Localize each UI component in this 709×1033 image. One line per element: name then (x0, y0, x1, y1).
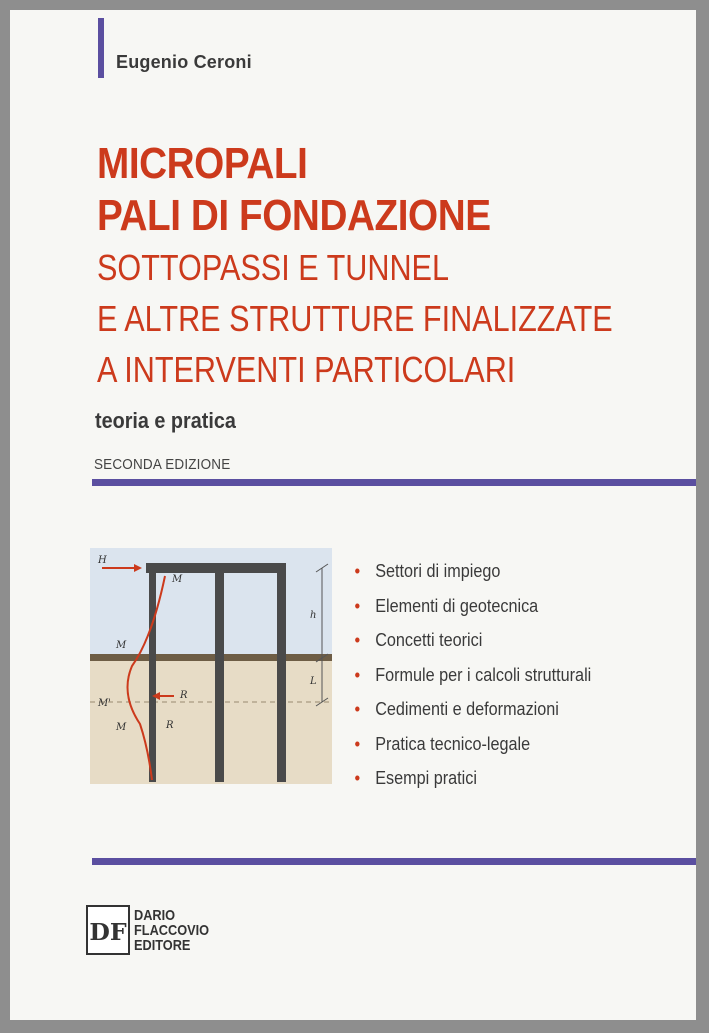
diagram-label-reaction-2: R (166, 720, 174, 731)
topic-item (350, 763, 591, 798)
publisher-name-line-1: DARIO (134, 906, 176, 924)
diagram-label-reaction-1: R (180, 690, 188, 701)
title-line-1: MICROPALI (97, 139, 308, 188)
publisher-logo-letters: DF (89, 918, 127, 946)
diagram-label-moment-low: M' (98, 698, 111, 709)
edition-label: SECONDA EDIZIONE (94, 456, 231, 473)
diagram-pile-2 (215, 568, 224, 782)
diagram-pile-1 (149, 568, 156, 782)
bullet-icon: • (354, 733, 361, 754)
topic-item (350, 729, 591, 764)
diagram-ground-line (90, 654, 332, 661)
topic-label: Esempi pratici (375, 768, 477, 788)
subtitle-line-1: SOTTOPASSI E TUNNEL (97, 247, 449, 288)
publisher-logo-icon (86, 905, 130, 955)
top-divider (92, 479, 696, 486)
publisher-name (134, 908, 209, 953)
book-cover (10, 10, 696, 1020)
topic-item (350, 694, 591, 729)
tagline: teoria e pratica (95, 408, 236, 433)
topic-label: Cedimenti e deformazioni (375, 699, 559, 719)
topic-item (350, 625, 591, 660)
topic-label: Elementi di geotecnica (375, 595, 539, 616)
author-name: Eugenio Ceroni (116, 52, 252, 72)
publisher-name-line-2: FLACCOVIO (134, 921, 210, 939)
subtitle-line-2: E ALTRE STRUTTURE FINALIZZATE (97, 298, 613, 339)
topic-item (350, 660, 591, 695)
bullet-icon: • (354, 595, 361, 616)
bullet-icon: • (354, 561, 361, 581)
subtitle-line-3: A INTERVENTI PARTICOLARI (97, 349, 516, 390)
bullet-icon: • (354, 664, 361, 685)
diagram-label-moment-mid: M (116, 640, 127, 651)
bullet-icon: • (354, 768, 361, 788)
diagram-label-length: L (310, 676, 317, 687)
topic-item (350, 556, 591, 591)
topic-label: Pratica tecnico-legale (375, 733, 531, 754)
bottom-divider (92, 858, 696, 865)
diagram-label-moment-bottom: M (116, 722, 127, 733)
title-line-2: PALI DI FONDAZIONE (97, 191, 491, 240)
book-subtitle (97, 242, 613, 395)
diagram-label-height: h (310, 610, 317, 621)
topic-item (350, 591, 591, 626)
topics-list (350, 556, 618, 798)
diagram-label-moment-top: M (172, 574, 183, 585)
topic-label: Formule per i calcoli strutturali (375, 664, 592, 685)
bullet-icon: • (354, 630, 361, 650)
diagram-label-force: H (98, 555, 107, 566)
diagram-soil (90, 658, 332, 784)
topic-label: Settori di impiego (375, 561, 501, 581)
topic-label: Concetti teorici (375, 630, 483, 650)
publisher-block (86, 905, 222, 955)
foundation-diagram (90, 548, 332, 784)
diagram-pile-3 (277, 568, 286, 782)
book-title (97, 138, 491, 242)
bullet-icon: • (354, 699, 361, 719)
author-accent-bar (98, 18, 104, 78)
publisher-name-line-3: EDITORE (134, 936, 191, 954)
